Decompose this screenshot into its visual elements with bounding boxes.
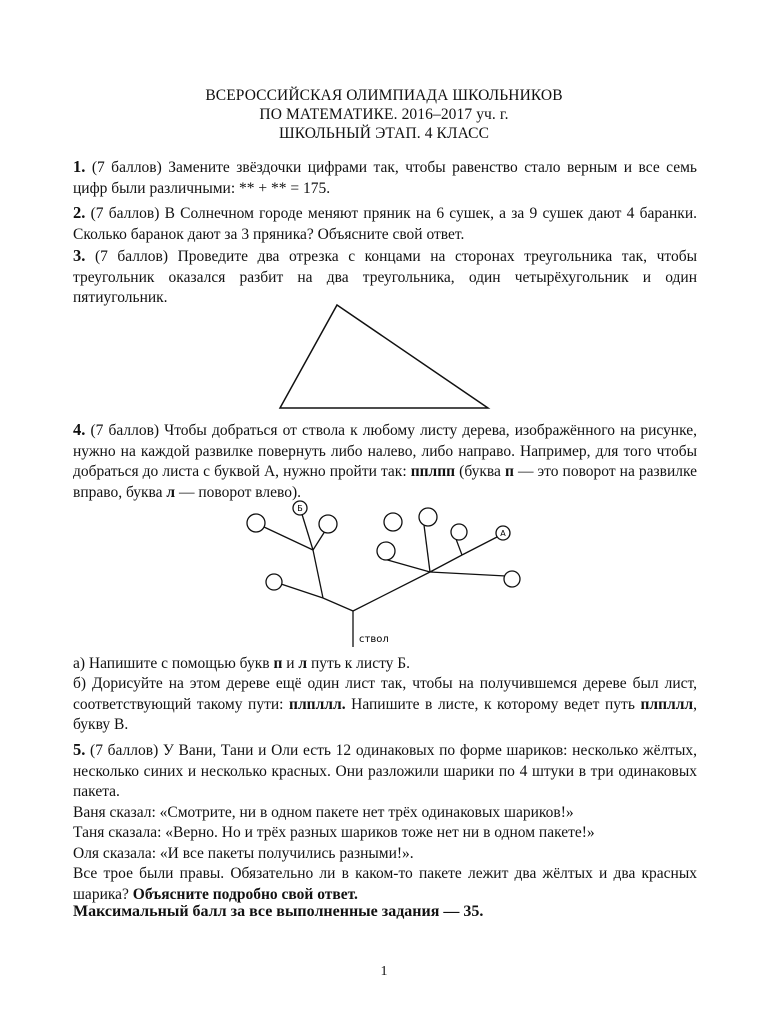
tree-figure: [0, 495, 768, 655]
leaf: [377, 542, 395, 560]
problem-5-question-bold: Объясните подробно свой ответ.: [132, 885, 358, 903]
problem-4-letter-l: л: [166, 483, 176, 501]
problem-4-explain-b: — это поворот на развилке вправо, буква: [73, 463, 697, 501]
question-b-mid: Напишите в листе, к которому ведет путь: [345, 695, 641, 713]
leaf: [419, 508, 437, 526]
leaf: [504, 571, 520, 587]
question-a-suffix: путь к листу Б.: [307, 655, 411, 672]
header-line-2: ПО МАТЕМАТИКЕ. 2016–2017 уч. г.: [259, 106, 509, 123]
problem-5-text: (7 баллов) У Вани, Тани и Оли есть 12 одинаковых по форме шариков: несколько жёлтых, несколько синих и несколько красных. Они разложили шарики по 4 штуки в три одинаковых пакета.: [73, 742, 697, 800]
problem-4-text: (7 баллов) Чтобы добраться от ствола к любому листу дерева, изображённого на рисунке, нужно на каждой развилке повернуть либо налево, либо направо. Например, для того чтобы добраться до листа с буквой А, нужно пройти так:: [73, 422, 697, 480]
problem-1: [73, 157, 697, 199]
problem-3-number: 3.: [73, 246, 86, 265]
problem-4: [73, 420, 697, 503]
tree-branches: [264, 511, 506, 647]
problem-4-question-b: [73, 674, 697, 736]
problem-5-vanya: Ваня сказал: «Смотрите, ни в одном пакете нет трёх одинаковых шариков!»: [73, 803, 574, 821]
question-b-suffix: , букву В.: [73, 695, 697, 733]
leaf-b-label: Б: [297, 504, 303, 513]
problem-4-path-example: пплпп: [410, 463, 456, 480]
leaf: [384, 513, 402, 531]
problem-5-number: 5.: [73, 740, 86, 759]
problem-3-text: (7 баллов) Проведите два отрезка с концами на сторонах треугольника так, чтобы треугольник оказался разбит на два треугольника, один четырёхугольник и один пятиугольник.: [73, 248, 697, 306]
tree-leaves: [247, 501, 520, 590]
trunk-label: ствол: [359, 634, 389, 645]
leaf: [266, 574, 282, 590]
problem-5-tanya: Таня сказала: «Верно. Но и трёх разных шариков тоже нет ни в одном пакете!»: [73, 824, 595, 841]
max-score: Максимальный балл за все выполненные задания — 35.: [73, 903, 484, 920]
leaf-a-label: А: [500, 529, 506, 538]
leaf: [319, 515, 337, 533]
question-b-path-2: плпллл: [640, 695, 694, 713]
problem-5-question: [73, 864, 697, 905]
question-a-prefix: а) Напишите с помощью букв: [73, 655, 274, 672]
question-b-prefix: б) Дорисуйте на этом дереве ещё один лист так, чтобы на получившемся дереве был лист, соответствующий такому пути:: [73, 675, 697, 713]
header-line-1: ВСЕРОССИЙСКАЯ ОЛИМПИАДА ШКОЛЬНИКОВ: [205, 87, 563, 104]
problem-1-text: (7 баллов) Замените звёздочки цифрами так, чтобы равенство стало верным и все семь цифр были различными: ** + ** = 175.: [73, 159, 697, 197]
problem-1-number: 1.: [73, 157, 86, 176]
problem-5: [73, 740, 697, 905]
leaf: [451, 524, 467, 540]
olympiad-header: [0, 86, 768, 143]
problem-4-question-a: [73, 654, 697, 675]
question-b-path: плпллл.: [289, 695, 346, 713]
triangle-shape: [280, 305, 488, 408]
question-a-letter-l: л: [298, 655, 308, 672]
problem-2-number: 2.: [73, 203, 86, 222]
problem-2-text: (7 баллов) В Солнечном городе меняют пряник на 6 сушек, а за 9 сушек дают 4 баранки. Сколько баранок дают за 3 пряника? Объясните свой ответ.: [73, 205, 697, 243]
problem-4-explain-c: — поворот влево).: [175, 483, 302, 501]
header-line-3: ШКОЛЬНЫЙ ЭТАП. 4 КЛАСС: [278, 125, 490, 142]
problem-5-olya: Оля сказала: «И все пакеты получились разными!».: [73, 844, 414, 862]
question-a-letter-p: п: [273, 655, 283, 672]
question-a-and: и: [282, 655, 299, 672]
triangle-figure: [270, 300, 495, 415]
leaf: [247, 514, 265, 532]
problem-4-letter-p: п: [504, 463, 514, 480]
problem-2: [73, 203, 697, 245]
page-number: 1: [380, 964, 388, 979]
problem-4-explain-a: (буква: [455, 463, 505, 480]
problem-4-number: 4.: [73, 420, 86, 439]
problem-5-question-text: Все трое были правы. Обязательно ли в каком-то пакете лежит два жёлтых и два красных шарика?: [73, 865, 697, 903]
